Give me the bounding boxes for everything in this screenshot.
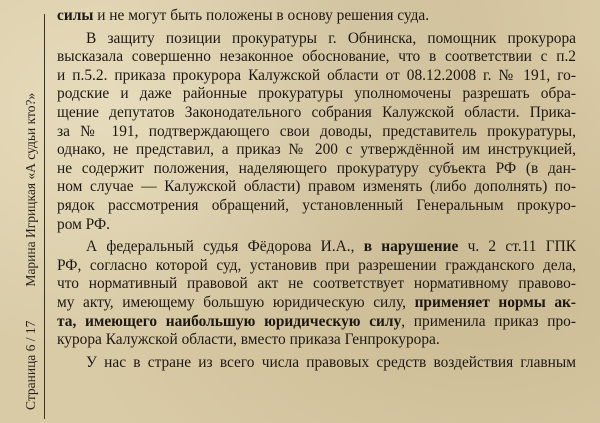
text-line xyxy=(57,354,576,373)
sidebar-divider xyxy=(44,14,45,419)
paragraph xyxy=(57,30,576,235)
text-line xyxy=(57,238,576,257)
text-run: ном случае — Калужской области) правом изменять (либо дополнять) по- xyxy=(57,178,576,196)
text-line xyxy=(57,7,576,26)
text-run: родские и даже районные прокуратуры уполномочены разрешать обра- xyxy=(57,85,576,103)
text-line xyxy=(57,104,576,123)
text-run: что нормативный правовой акт не соответствует нормативному правово- xyxy=(57,275,576,293)
text-line xyxy=(57,294,576,313)
text-run: щение депутатов Законодательного собрания Калужской области. Прика- xyxy=(57,103,576,121)
text-run: рядок рассмотрения обращений, установленный Генеральным прокуро- xyxy=(57,196,576,214)
text-line xyxy=(57,257,576,276)
text-run: не содержит положения, наделяющего прокуратуру субъекта РФ (в дан- xyxy=(57,159,576,177)
text-run: му акту, имеющему большую юридическую силу, xyxy=(57,293,415,311)
sidebar-running-header xyxy=(23,93,39,410)
text-run: ч. 2 ст.11 ГПК xyxy=(458,238,576,256)
text-line xyxy=(57,313,576,332)
text-run: курора Калужской области, вместо приказа Генпрокурора. xyxy=(57,331,440,349)
bold-text-run: та, имеющего наибольшую юридическую силу xyxy=(57,312,402,330)
text-run: высказала совершенно незаконное обоснование, что в соответствии с п.2 xyxy=(57,48,576,66)
text-line xyxy=(57,178,576,197)
bold-text-run: применяет нормы ак- xyxy=(414,293,577,311)
text-line xyxy=(57,275,576,294)
text-line xyxy=(57,216,576,235)
text-run: и не могут быть положены в основу решения суда. xyxy=(93,7,430,24)
bold-text-run: силы xyxy=(57,7,94,24)
bold-text-run: в нарушение xyxy=(363,238,459,256)
paragraph xyxy=(57,238,576,350)
document-body xyxy=(57,7,576,372)
text-run: У нас в стране из всего числа правовых средств воздействия главным xyxy=(86,353,576,371)
text-run: и п.5.2. приказа прокурора Калужской области от 08.12.2008 г. № 191, го- xyxy=(57,66,576,84)
page-sidebar xyxy=(0,0,46,423)
text-line xyxy=(57,30,576,49)
paragraph xyxy=(57,7,576,26)
text-run: ром РФ. xyxy=(57,215,110,233)
author-title-label: Марина Игрицкая «А судьи кто?» xyxy=(23,92,38,287)
text-line xyxy=(57,48,576,67)
text-run: , применила приказ про- xyxy=(401,312,576,330)
text-line xyxy=(57,331,576,350)
text-line xyxy=(57,67,576,86)
text-run: А федеральный судья Фёдорова И.А., xyxy=(86,238,364,256)
text-run: РФ, согласно которой суд, установив при разрешении гражданского дела, xyxy=(57,256,576,274)
text-run: за № 191, подтверждающего свои доводы, представитель прокуратуры, xyxy=(57,122,576,140)
paragraph xyxy=(57,354,576,373)
text-line xyxy=(57,123,576,142)
text-line xyxy=(57,197,576,216)
text-run: однако, не представил, а приказ № 200 с утверждённой им инструкцией, xyxy=(57,141,576,159)
text-line xyxy=(57,85,576,104)
text-line xyxy=(57,141,576,160)
text-run: В защиту позиции прокуратуры г. Обнинска, помощник прокурора xyxy=(86,29,576,47)
page-number-label: Страница 6 / 17 xyxy=(23,320,38,410)
text-line xyxy=(57,160,576,179)
